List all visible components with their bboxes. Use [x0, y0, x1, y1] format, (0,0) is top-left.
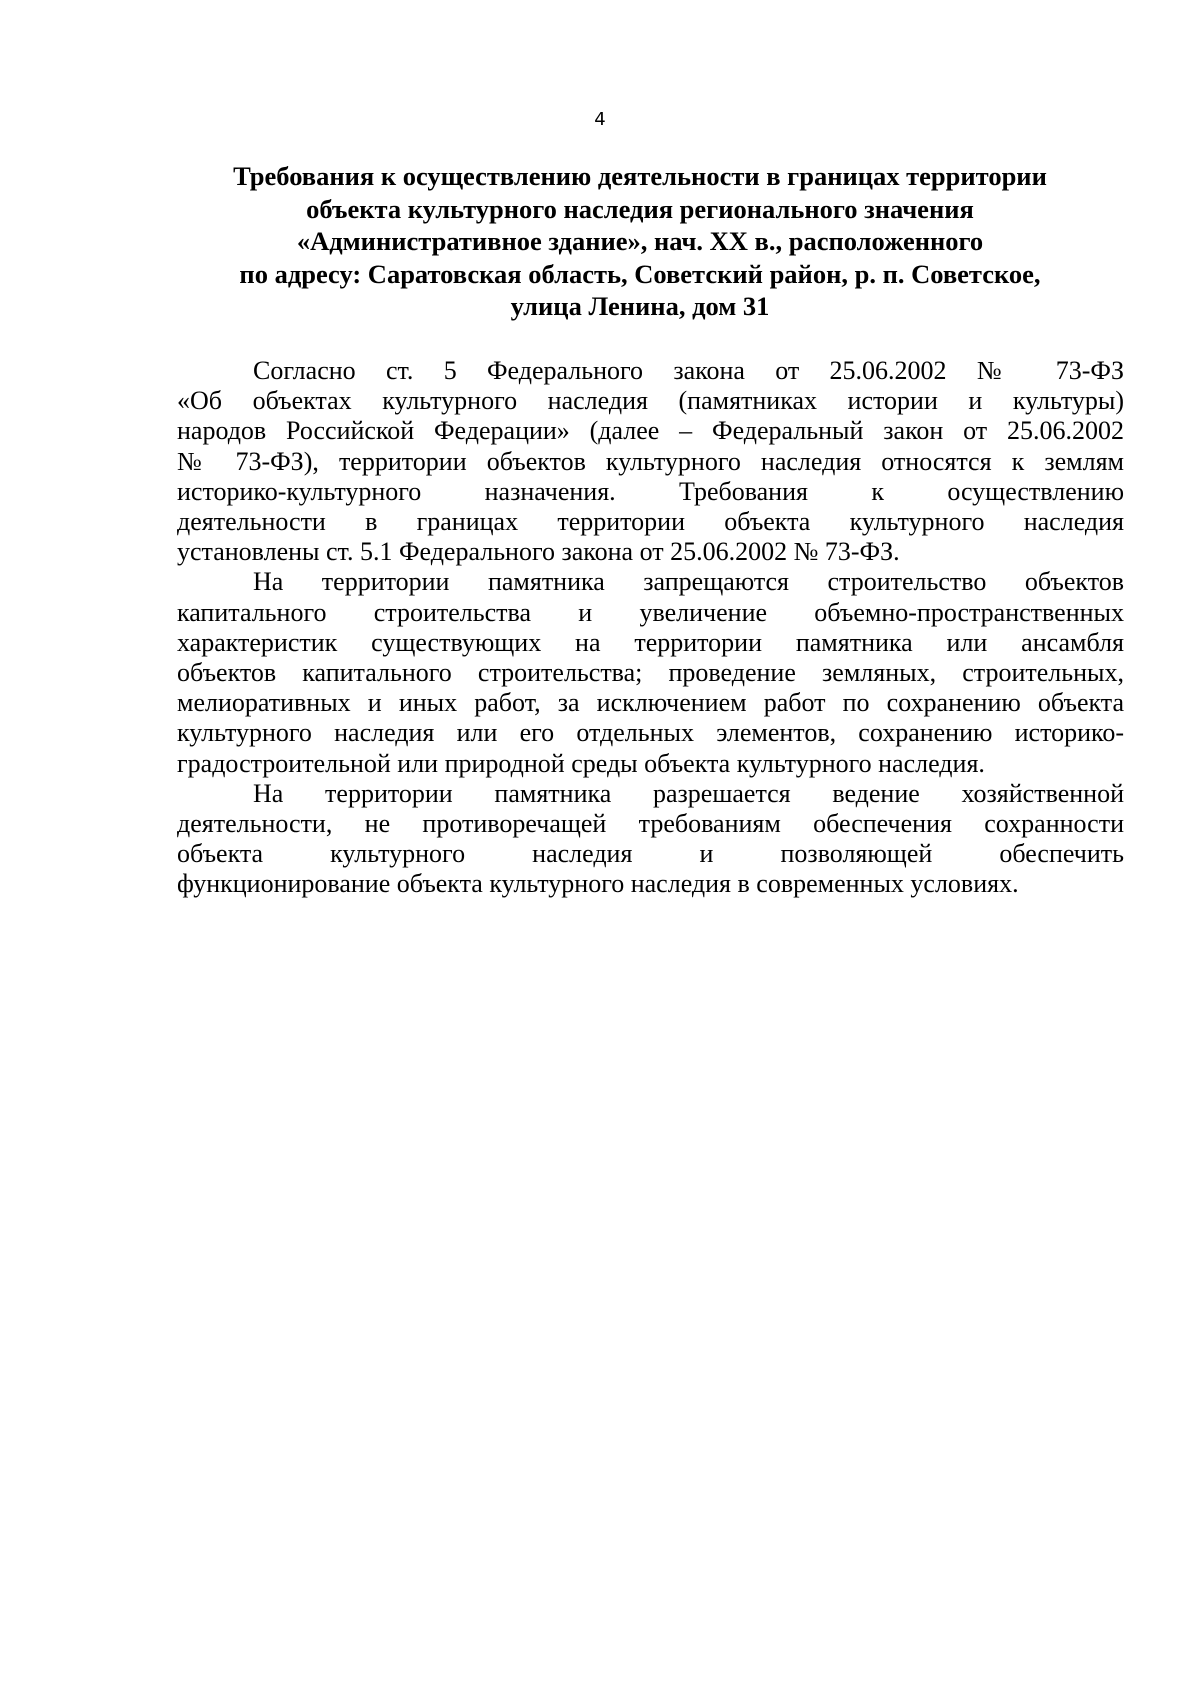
paragraph-line: градостроительной или природной среды объекта культурного наследия. — [177, 748, 985, 778]
title-line: «Административное здание», нач. XX в., расположенного — [296, 226, 984, 256]
paragraph-line: объекта культурного наследия и позволяющей обеспечить — [177, 839, 1124, 869]
paragraph-line: «Об объектах культурного наследия (памятниках истории и культуры) — [177, 386, 1124, 416]
paragraph-line: капитального строительства и увеличение объемно-пространственных — [177, 597, 1124, 627]
paragraph-line: деятельности в границах территории объекта культурного наследия — [177, 507, 1124, 537]
paragraph-line: На территории памятника запрещаются строительство объектов — [253, 567, 1124, 597]
paragraph-line: Согласно ст. 5 Федерального закона от 25.06.2002 № 73-ФЗ — [253, 356, 1124, 385]
paragraph-legal-basis — [177, 356, 1124, 567]
paragraph-line: На территории памятника разрешается ведение хозяйственной — [253, 778, 1124, 808]
paragraph-line: характеристик существующих на территории памятника или ансамбля — [177, 627, 1124, 657]
paragraph-line: мелиоративных и иных работ, за исключением работ по сохранению объекта — [177, 688, 1124, 718]
paragraph-line: народов Российской Федерации» (далее – Федеральный закон от 25.06.2002 — [177, 416, 1124, 446]
paragraph-prohibitions — [177, 567, 1124, 778]
paragraph-line: функционирование объекта культурного наследия в современных условиях. — [177, 869, 1019, 899]
title-line: объекта культурного наследия регионального значения — [306, 193, 974, 224]
document-body — [177, 356, 1124, 900]
paragraph-permissions — [177, 779, 1124, 900]
paragraph-line: установлены ст. 5.1 Федерального закона от 25.06.2002 № 73-ФЗ. — [177, 537, 900, 567]
document-title — [160, 160, 1120, 323]
paragraph-line: деятельности, не противоречащей требованиям обеспечения сохранности — [177, 809, 1124, 839]
paragraph-line: объектов капитального строительства; проведение земляных, строительных, — [177, 658, 1124, 688]
paragraph-line: историко-культурного назначения. Требования к осуществлению — [177, 476, 1124, 506]
page-number: 4 — [594, 109, 606, 130]
title-line: по адресу: Саратовская область, Советский район, р. п. Советское, — [239, 258, 1041, 289]
title-line: Требования к осуществлению деятельности в границах территории — [233, 161, 1047, 191]
title-line: улица Ленина, дом 31 — [510, 291, 770, 321]
paragraph-line: № 73-ФЗ), территории объектов культурного наследия относятся к землям — [177, 446, 1124, 476]
paragraph-line: культурного наследия или его отдельных элементов, сохранению историко- — [177, 718, 1124, 748]
